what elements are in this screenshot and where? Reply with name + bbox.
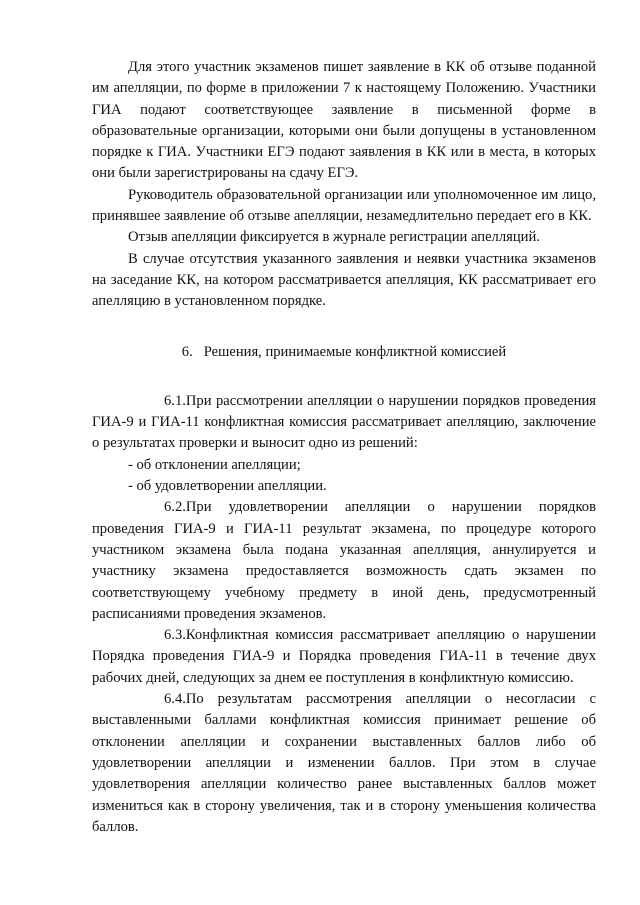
item-number: 6.3. xyxy=(164,627,186,644)
list-item: - об отклонении апелляции; xyxy=(128,456,301,473)
section-heading xyxy=(92,342,596,363)
item-6-2 xyxy=(92,497,596,625)
item-number: 6.2. xyxy=(164,499,186,516)
list-item: - об удовлетворении апелляции. xyxy=(128,478,327,495)
item-6-4 xyxy=(92,689,596,838)
paragraph-head-transfer: Руководитель образовательной организации или уполномоченное им лицо, принявшее заявление об отзыве апелляции, незамедлительно передает его в КК. xyxy=(92,186,596,225)
section-title: Решения, принимаемые конфликтной комиссией xyxy=(203,343,507,360)
item-number: 6.1. xyxy=(164,392,186,409)
item-6-3 xyxy=(92,625,596,689)
paragraph-absence: В случае отсутствия указанного заявления и неявки участника экзаменов на заседание КК, на котором рассматривается апелляция, КК рассматривает его апелляцию в установленном порядке. xyxy=(92,250,596,310)
section-number: 6. xyxy=(181,343,193,360)
paragraph-journal: Отзыв апелляции фиксируется в журнале регистрации апелляций. xyxy=(128,229,540,246)
item-text: По результатам рассмотрения апелляции о несогласии с выставленными баллами конфликтная комиссия принимает решение об отклонении апелляции и сохранении выставленных баллов либо об удовлетворении апелляции и изменении баллов. При этом в случае удовлетворения апелляции количество ранее выставленных баллов может измениться как в сторону увеличения, так и в сторону уменьшения количества баллов. xyxy=(92,691,596,835)
item-text: При рассмотрении апелляции о нарушении порядков проведения ГИА-9 и ГИА-11 конфликтная комиссия рассматривает апелляцию, заключение о результатах проверки и выносит одно из решений: xyxy=(92,392,596,452)
document-page xyxy=(92,57,596,838)
item-6-1 xyxy=(92,391,596,455)
item-number: 6.4. xyxy=(164,691,186,708)
paragraph-withdrawal-procedure: Для этого участник экзаменов пишет заявление в КК об отзыве поданной им апелляции, по форме в приложении 7 к настоящему Положению. Участники ГИА подают соответствующее заявление в письменной форме в образовательные организации, которыми они были допущены в установленном порядке к ГИА. Участники ЕГЭ подают заявления в КК или в места, в которых они были зарегистрированы на сдачу ЕГЭ. xyxy=(92,59,596,182)
item-text: При удовлетворении апелляции о нарушении порядков проведения ГИА-9 и ГИА-11 результат экзамена, по процедуре которого участником экзамена была подана указанная апелляция, аннулируется и участнику экзамена предоставляется возможность сдать экзамен по соответствующему учебному предмету в иной день, предусмотренный расписаниями проведения экзаменов. xyxy=(92,499,596,622)
item-text: Конфликтная комиссия рассматривает апелляцию о нарушении Порядка проведения ГИА-9 и Порядка проведения ГИА-11 в течение двух рабочих дней, следующих за днем ее поступления в конфликтную комиссию. xyxy=(92,627,596,686)
